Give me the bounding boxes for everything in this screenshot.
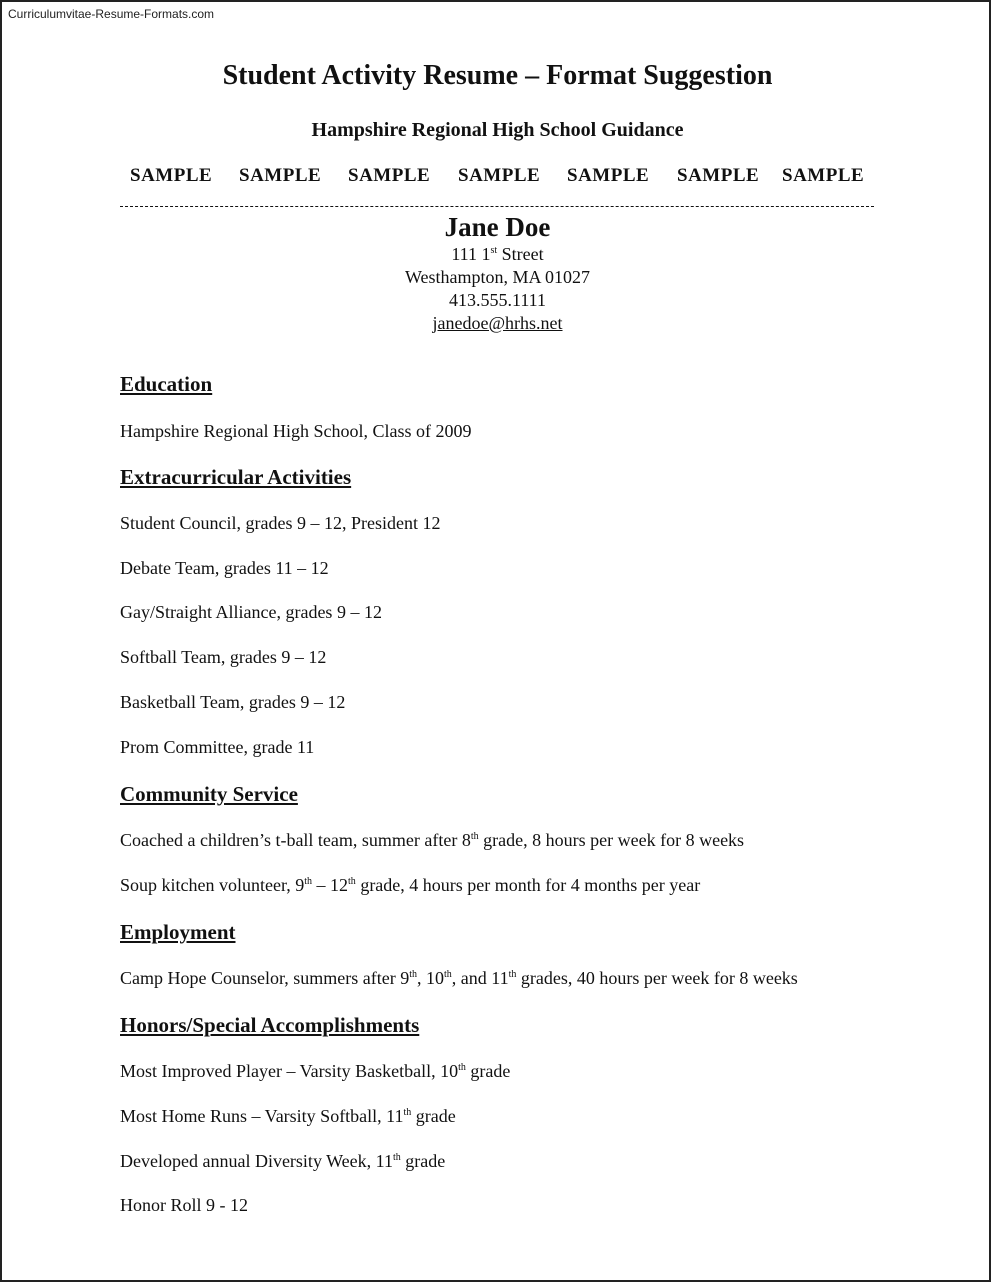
sample-label: SAMPLE bbox=[782, 165, 865, 186]
sample-label: SAMPLE bbox=[130, 165, 213, 186]
text-part: Soup kitchen volunteer, 9 bbox=[120, 875, 305, 895]
ordinal-sup: th bbox=[409, 969, 418, 980]
employment-item bbox=[120, 968, 798, 989]
text-part: grade bbox=[465, 1061, 511, 1081]
ordinal-sup: th bbox=[508, 969, 517, 980]
honor-item: Honor Roll 9 - 12 bbox=[120, 1195, 248, 1215]
honor-item bbox=[120, 1106, 456, 1127]
street-number: 111 1 bbox=[451, 244, 491, 264]
education-line: Hampshire Regional High School, Class of 2009 bbox=[120, 421, 472, 441]
street-name: Street bbox=[497, 244, 544, 264]
sample-label: SAMPLE bbox=[348, 165, 431, 186]
text-part: Most Home Runs – Varsity Softball, 11 bbox=[120, 1106, 404, 1126]
ordinal-sup: th bbox=[458, 1062, 466, 1073]
honors-heading: Honors/Special Accomplishments bbox=[120, 1013, 420, 1037]
site-watermark: Curriculumvitae-Resume-Formats.com bbox=[8, 7, 215, 21]
text-part: , and 11 bbox=[451, 968, 509, 988]
text-part: grade, 8 hours per week for 8 weeks bbox=[478, 830, 745, 850]
activity-item: Gay/Straight Alliance, grades 9 – 12 bbox=[120, 602, 382, 622]
city-line: Westhampton, MA 01027 bbox=[404, 267, 591, 287]
phone-number: 413.555.1111 bbox=[449, 290, 546, 310]
text-part: Most Improved Player – Varsity Basketball, 10 bbox=[120, 1061, 459, 1081]
street-sup: st bbox=[490, 245, 498, 256]
text-part: grade bbox=[411, 1106, 456, 1126]
applicant-name: Jane Doe bbox=[444, 212, 551, 242]
ordinal-sup: th bbox=[403, 1107, 412, 1118]
honor-item bbox=[120, 1151, 445, 1172]
text-part: – 12 bbox=[312, 875, 349, 895]
ordinal-sup: th bbox=[470, 831, 479, 842]
education-heading: Education bbox=[120, 372, 213, 396]
sample-label: SAMPLE bbox=[567, 165, 650, 186]
ordinal-sup: th bbox=[304, 876, 313, 887]
document-subtitle: Hampshire Regional High School Guidance bbox=[311, 119, 684, 141]
sample-label: SAMPLE bbox=[677, 165, 760, 186]
text-part: Camp Hope Counselor, summers after 9 bbox=[120, 968, 410, 988]
activity-item: Softball Team, grades 9 – 12 bbox=[120, 647, 327, 667]
ordinal-sup: th bbox=[444, 969, 452, 980]
text-part: grade, 4 hours per month for 4 months per year bbox=[355, 875, 701, 895]
text-part: grade bbox=[400, 1151, 446, 1171]
community-item bbox=[120, 875, 700, 896]
activity-item: Student Council, grades 9 – 12, President 12 bbox=[120, 513, 441, 533]
sample-label: SAMPLE bbox=[239, 165, 322, 186]
activity-item: Basketball Team, grades 9 – 12 bbox=[120, 692, 346, 712]
ordinal-sup: th bbox=[392, 1152, 401, 1163]
sample-label: SAMPLE bbox=[458, 165, 541, 186]
community-item bbox=[120, 830, 744, 851]
street-address bbox=[2, 244, 991, 265]
text-part: , 10 bbox=[417, 968, 445, 988]
divider-line bbox=[120, 206, 874, 207]
email-line bbox=[2, 313, 991, 334]
document-title: Student Activity Resume – Format Suggestion bbox=[222, 60, 773, 91]
text-part: grades, 40 hours per week for 8 weeks bbox=[516, 968, 798, 988]
extracurricular-heading: Extracurricular Activities bbox=[120, 465, 352, 489]
email-link[interactable]: janedoe@hrhs.net bbox=[432, 313, 563, 333]
honor-item bbox=[120, 1061, 510, 1082]
community-heading: Community Service bbox=[120, 782, 298, 806]
employment-heading: Employment bbox=[120, 920, 236, 944]
ordinal-sup: th bbox=[348, 876, 356, 887]
text-part: Developed annual Diversity Week, 11 bbox=[120, 1151, 393, 1171]
activity-item: Prom Committee, grade 11 bbox=[120, 737, 315, 757]
text-part: Coached a children’s t-ball team, summer after 8 bbox=[120, 830, 471, 850]
activity-item: Debate Team, grades 11 – 12 bbox=[120, 558, 329, 578]
